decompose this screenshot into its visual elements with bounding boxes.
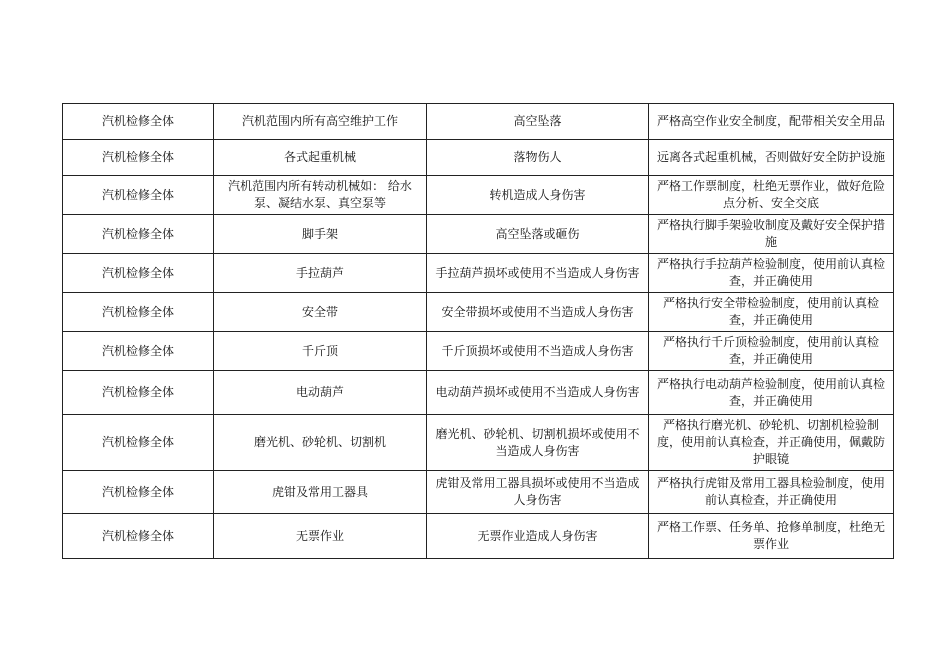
table-row	[63, 415, 894, 471]
table-row	[63, 176, 894, 215]
hazard-source-cell: 虎钳及常用工器具	[214, 471, 427, 514]
work-group-cell: 汽机检修全体	[63, 215, 214, 254]
work-group-cell: 汽机检修全体	[63, 293, 214, 332]
risk-cell: 转机造成人身伤害	[427, 176, 649, 215]
risk-cell: 电动葫芦损坏或使用不当造成人身伤害	[427, 371, 649, 415]
hazard-source-cell: 无票作业	[214, 514, 427, 559]
table-row	[63, 140, 894, 176]
work-group-cell: 汽机检修全体	[63, 332, 214, 371]
risk-cell: 安全带损坏或使用不当造成人身伤害	[427, 293, 649, 332]
work-group-cell: 汽机检修全体	[63, 104, 214, 140]
table-row	[63, 104, 894, 140]
control-measure-cell: 远离各式起重机械，否则做好安全防护设施	[649, 140, 894, 176]
hazard-source-cell: 磨光机、砂轮机、切割机	[214, 415, 427, 471]
risk-cell: 高空坠落	[427, 104, 649, 140]
risk-cell: 高空坠落或砸伤	[427, 215, 649, 254]
hazard-source-cell: 脚手架	[214, 215, 427, 254]
work-group-cell: 汽机检修全体	[63, 514, 214, 559]
control-measure-cell: 严格高空作业安全制度，配带相关安全用品	[649, 104, 894, 140]
work-group-cell: 汽机检修全体	[63, 415, 214, 471]
table-row	[63, 371, 894, 415]
hazard-source-cell: 汽机范围内所有转动机械如： 给水泵、凝结水泵、真空泵等	[214, 176, 427, 215]
work-group-cell: 汽机检修全体	[63, 140, 214, 176]
risk-cell: 磨光机、砂轮机、切割机损坏或使用不当造成人身伤害	[427, 415, 649, 471]
control-measure-cell: 严格执行虎钳及常用工器具检验制度，使用前认真检查，并正确使用	[649, 471, 894, 514]
risk-cell: 千斤顶损坏或使用不当造成人身伤害	[427, 332, 649, 371]
risk-assessment-table	[62, 103, 894, 559]
work-group-cell: 汽机检修全体	[63, 176, 214, 215]
control-measure-cell: 严格工作票制度，杜绝无票作业，做好危险点分析、安全交底	[649, 176, 894, 215]
hazard-source-cell: 手拉葫芦	[214, 254, 427, 293]
table-row	[63, 514, 894, 559]
hazard-source-cell: 各式起重机械	[214, 140, 427, 176]
control-measure-cell: 严格执行脚手架验收制度及戴好安全保护措施	[649, 215, 894, 254]
table-row	[63, 471, 894, 514]
risk-cell: 手拉葫芦损坏或使用不当造成人身伤害	[427, 254, 649, 293]
control-measure-cell: 严格执行手拉葫芦检验制度，使用前认真检查，并正确使用	[649, 254, 894, 293]
hazard-source-cell: 千斤顶	[214, 332, 427, 371]
hazard-source-cell: 电动葫芦	[214, 371, 427, 415]
hazard-source-cell: 汽机范围内所有高空维护工作	[214, 104, 427, 140]
work-group-cell: 汽机检修全体	[63, 471, 214, 514]
control-measure-cell: 严格执行千斤顶检验制度，使用前认真检查，并正确使用	[649, 332, 894, 371]
control-measure-cell: 严格执行安全带检验制度，使用前认真检查，并正确使用	[649, 293, 894, 332]
control-measure-cell: 严格工作票、任务单、抢修单制度，杜绝无票作业	[649, 514, 894, 559]
table-row	[63, 254, 894, 293]
table-row	[63, 215, 894, 254]
table-row	[63, 293, 894, 332]
risk-cell: 无票作业造成人身伤害	[427, 514, 649, 559]
risk-cell: 落物伤人	[427, 140, 649, 176]
control-measure-cell: 严格执行磨光机、砂轮机、切割机检验制度，使用前认真检查，并正确使用，佩戴防护眼镜	[649, 415, 894, 471]
hazard-source-cell: 安全带	[214, 293, 427, 332]
work-group-cell: 汽机检修全体	[63, 371, 214, 415]
table-row	[63, 332, 894, 371]
risk-cell: 虎钳及常用工器具损坏或使用不当造成人身伤害	[427, 471, 649, 514]
control-measure-cell: 严格执行电动葫芦检验制度，使用前认真检查，并正确使用	[649, 371, 894, 415]
work-group-cell: 汽机检修全体	[63, 254, 214, 293]
